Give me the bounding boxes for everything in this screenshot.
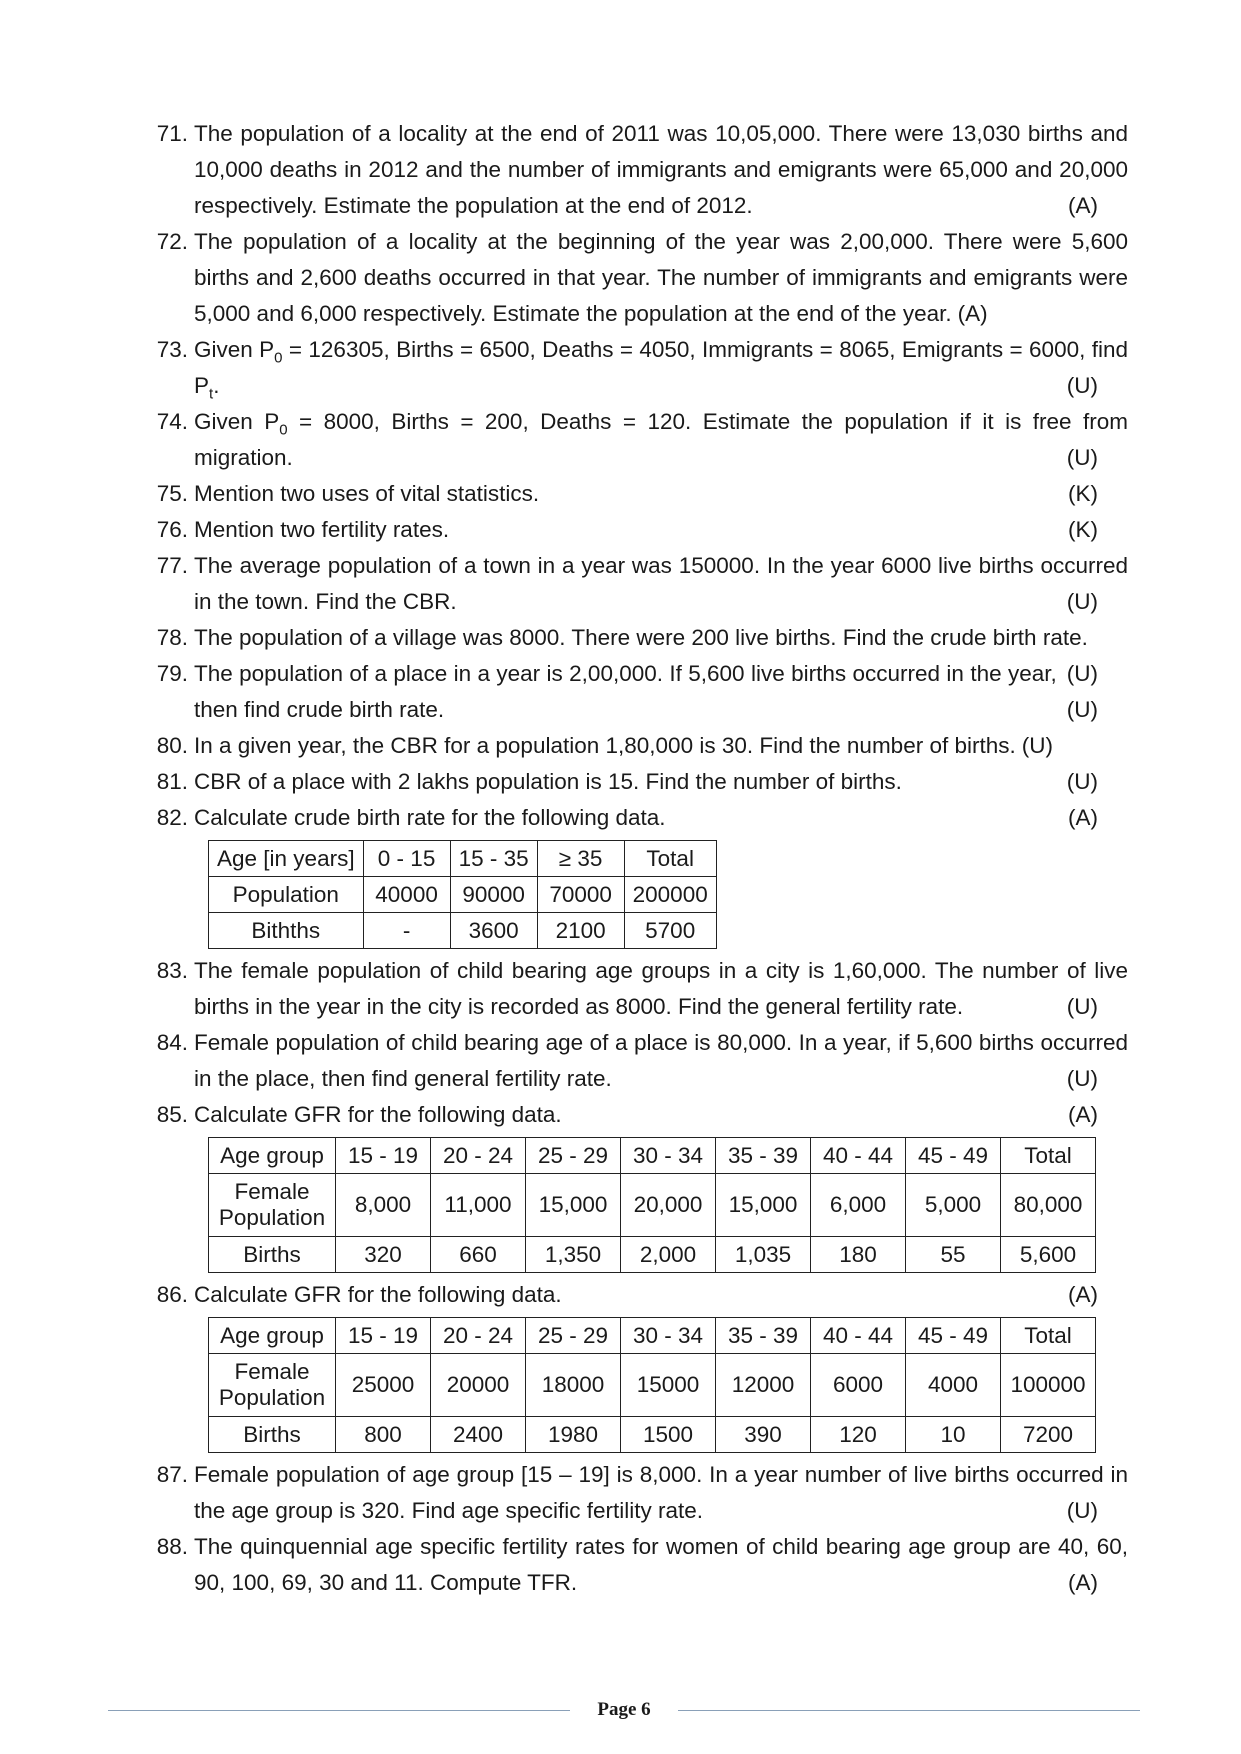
question-87 <box>148 1457 1128 1529</box>
table-cell: 12000 <box>716 1354 811 1417</box>
table-cell: 40 - 44 <box>811 1318 906 1354</box>
cell-line: Female <box>234 1359 310 1384</box>
table-cell: 20 - 24 <box>431 1318 526 1354</box>
question-85 <box>148 1097 1128 1273</box>
table-cell: Births <box>209 1417 336 1453</box>
question-tag: (U) <box>1066 769 1098 794</box>
question-tag: (A) <box>1068 1102 1098 1127</box>
table-cell: Bithths <box>209 913 364 949</box>
question-tag: (U) <box>1021 733 1053 758</box>
table-cell: Age group <box>209 1138 336 1174</box>
table-cell: 55 <box>906 1237 1001 1273</box>
table-row <box>209 913 717 949</box>
table-cell: 15 - 35 <box>450 841 537 877</box>
question-73 <box>148 332 1128 404</box>
table-cell: 1,350 <box>526 1237 621 1273</box>
table-cell: 320 <box>336 1237 431 1273</box>
table-cell: 45 - 49 <box>906 1318 1001 1354</box>
question-text: The population of a locality at the end of 2011 was 10,05,000. There were 13,030 births and 10,000 deaths in 2012 and the number of immigrants and emigrants were 65,000 and 20,000 respectively. Estimate the population at the end of 2012. <box>194 121 1128 218</box>
subscript: 0 <box>274 349 283 367</box>
question-text: Calculate crude birth rate for the following data. <box>194 805 666 830</box>
question-text: In a given year, the CBR for a population 1,80,000 is 30. Find the number of births. <box>194 733 1016 758</box>
question-number: 71. <box>156 121 188 146</box>
question-number: 80. <box>156 733 188 758</box>
question-number: 84. <box>156 1030 188 1055</box>
question-tag: (U) <box>1066 661 1098 686</box>
question-text-b: = 8000, Births = 200, Deaths = 120. Estimate the population if it is free from migration. <box>194 409 1128 470</box>
question-82 <box>148 800 1128 949</box>
question-81 <box>148 764 1128 800</box>
page-footer <box>108 1698 1140 1722</box>
table-cell: Age group <box>209 1318 336 1354</box>
table-86 <box>208 1317 1096 1453</box>
table-cell: 1500 <box>621 1417 716 1453</box>
table-82 <box>208 840 717 949</box>
table-cell: 1980 <box>526 1417 621 1453</box>
table-cell: 200000 <box>624 877 716 913</box>
question-text-c: . <box>213 373 220 398</box>
question-text: CBR of a place with 2 lakhs population is 15. Find the number of births. <box>194 769 902 794</box>
table-header-row <box>209 1138 1096 1174</box>
question-83 <box>148 953 1128 1025</box>
question-number: 79. <box>156 661 188 686</box>
table-cell: 11,000 <box>431 1174 526 1237</box>
table-cell: Births <box>209 1237 336 1273</box>
question-number: 77. <box>156 553 188 578</box>
table-cell: 390 <box>716 1417 811 1453</box>
question-77 <box>148 548 1128 620</box>
question-tag: (U) <box>1066 697 1098 722</box>
question-list <box>148 116 1128 1601</box>
table-cell: 35 - 39 <box>716 1318 811 1354</box>
table-row <box>209 1354 1096 1417</box>
table-cell: - <box>363 913 450 949</box>
question-text: Mention two fertility rates. <box>194 517 450 542</box>
question-tag: (U) <box>1066 445 1098 470</box>
table-cell: 100000 <box>1001 1354 1096 1417</box>
question-number: 87. <box>156 1462 188 1487</box>
table-cell: 35 - 39 <box>716 1138 811 1174</box>
question-tag: (U) <box>1066 1498 1098 1523</box>
question-80 <box>148 728 1128 764</box>
cell-line: Population <box>218 1385 326 1410</box>
table-cell: 1,035 <box>716 1237 811 1273</box>
question-text: Female population of age group [15 – 19] is 8,000. In a year number of live births occurred in the age group is 320. Find age specific fertility rate. <box>194 1462 1128 1523</box>
table-cell: Total <box>1001 1138 1096 1174</box>
question-tag: (K) <box>1068 517 1098 542</box>
subscript: t <box>209 385 214 403</box>
question-text: The quinquennial age specific fertility rates for women of child bearing age group are 40, 60, 90, 100, 69, 30 and 11. Compute TFR. <box>194 1534 1128 1595</box>
table-cell: 2100 <box>537 913 624 949</box>
question-text-a: Given P <box>194 337 275 362</box>
table-cell: 180 <box>811 1237 906 1273</box>
table-cell: 120 <box>811 1417 906 1453</box>
table-cell: 6000 <box>811 1354 906 1417</box>
question-text: Calculate GFR for the following data. <box>194 1102 562 1127</box>
question-84 <box>148 1025 1128 1097</box>
question-tag: (A) <box>957 301 988 326</box>
table-cell: 80,000 <box>1001 1174 1096 1237</box>
table-cell: 15 - 19 <box>336 1138 431 1174</box>
table-cell: 7200 <box>1001 1417 1096 1453</box>
table-cell: 0 - 15 <box>363 841 450 877</box>
table-cell: 2,000 <box>621 1237 716 1273</box>
table-cell: 5700 <box>624 913 716 949</box>
question-75 <box>148 476 1128 512</box>
question-text-b: = 126305, Births = 6500, Deaths = 4050, Immigrants = 8065, Emigrants = 6000, find P <box>194 337 1128 398</box>
question-text: The population of a locality at the beginning of the year was 2,00,000. There were 5,600 births and 2,600 deaths occurred in that year. The number of immigrants and emigrants were 5,000 and 6,000 respectively. Estimate the population at the end of the year. <box>194 229 1128 326</box>
table-cell: Total <box>624 841 716 877</box>
table-cell: 5,000 <box>906 1174 1001 1237</box>
question-tag: (A) <box>1068 1282 1098 1307</box>
question-number: 88. <box>156 1534 188 1559</box>
question-number: 74. <box>156 409 188 434</box>
question-number: 85. <box>156 1102 188 1127</box>
question-number: 81. <box>156 769 188 794</box>
footer-divider-right <box>678 1710 1140 1711</box>
question-number: 86. <box>156 1282 188 1307</box>
question-tag: (A) <box>1068 193 1098 218</box>
question-88 <box>148 1529 1128 1601</box>
table-cell: 30 - 34 <box>621 1318 716 1354</box>
table-cell: 15,000 <box>526 1174 621 1237</box>
question-76 <box>148 512 1128 548</box>
question-tag: (U) <box>1066 373 1098 398</box>
table-cell: 10 <box>906 1417 1001 1453</box>
table-cell: Age [in years] <box>209 841 364 877</box>
table-cell: 660 <box>431 1237 526 1273</box>
question-72 <box>148 224 1128 332</box>
page-number: Page 6 <box>597 1699 651 1720</box>
subscript: 0 <box>279 421 288 439</box>
question-number: 83. <box>156 958 188 983</box>
question-tag: (A) <box>1068 805 1098 830</box>
question-text: Female population of child bearing age of a place is 80,000. In a year, if 5,600 births occurred in the place, then find general fertility rate. <box>194 1030 1128 1091</box>
question-number: 75. <box>156 481 188 506</box>
table-cell: 40 - 44 <box>811 1138 906 1174</box>
table-cell: Total <box>1001 1318 1096 1354</box>
table-header-row <box>209 1318 1096 1354</box>
table-cell <box>209 1174 336 1237</box>
table-cell: 40000 <box>363 877 450 913</box>
table-cell: 20 - 24 <box>431 1138 526 1174</box>
question-text: Calculate GFR for the following data. <box>194 1282 562 1307</box>
question-number: 82. <box>156 805 188 830</box>
table-cell: 90000 <box>450 877 537 913</box>
table-row <box>209 1417 1096 1453</box>
table-cell: 15,000 <box>716 1174 811 1237</box>
table-cell: 20,000 <box>621 1174 716 1237</box>
table-cell: 8,000 <box>336 1174 431 1237</box>
table-header-row <box>209 841 717 877</box>
question-tag: (U) <box>1066 1066 1098 1091</box>
table-85 <box>208 1137 1096 1273</box>
question-number: 78. <box>156 625 188 650</box>
table-cell: 25 - 29 <box>526 1138 621 1174</box>
cell-line: Female <box>234 1179 310 1204</box>
table-cell: 25000 <box>336 1354 431 1417</box>
table-cell: 800 <box>336 1417 431 1453</box>
question-number: 73. <box>156 337 188 362</box>
table-cell: ≥ 35 <box>537 841 624 877</box>
question-number: 72. <box>156 229 188 254</box>
question-71 <box>148 116 1128 224</box>
question-text: The female population of child bearing age groups in a city is 1,60,000. The number of live births in the year in the city is recorded as 8000. Find the general fertility rate. <box>194 958 1128 1019</box>
question-text-a: Given P <box>194 409 280 434</box>
question-tag: (K) <box>1068 481 1098 506</box>
table-cell: 20000 <box>431 1354 526 1417</box>
question-number: 76. <box>156 517 188 542</box>
question-text: The population of a village was 8000. There were 200 live births. Find the crude birth rate. <box>194 625 1088 650</box>
question-tag: (U) <box>1066 994 1098 1019</box>
table-cell: 2400 <box>431 1417 526 1453</box>
question-text: The population of a place in a year is 2,00,000. If 5,600 live births occurred in the year, then find crude birth rate. <box>194 661 1057 722</box>
question-79 <box>148 656 1128 728</box>
question-text: The average population of a town in a year was 150000. In the year 6000 live births occurred in the town. Find the CBR. <box>194 553 1128 614</box>
table-cell: 6,000 <box>811 1174 906 1237</box>
table-row <box>209 1237 1096 1273</box>
question-tag: (A) <box>1068 1570 1098 1595</box>
table-cell: 70000 <box>537 877 624 913</box>
table-cell: 25 - 29 <box>526 1318 621 1354</box>
table-cell: 18000 <box>526 1354 621 1417</box>
table-cell: 30 - 34 <box>621 1138 716 1174</box>
table-row <box>209 1174 1096 1237</box>
table-cell <box>209 1354 336 1417</box>
table-cell: 15000 <box>621 1354 716 1417</box>
table-cell: 3600 <box>450 913 537 949</box>
table-row <box>209 877 717 913</box>
question-86 <box>148 1277 1128 1453</box>
table-cell: 5,600 <box>1001 1237 1096 1273</box>
table-cell: 45 - 49 <box>906 1138 1001 1174</box>
table-cell: 15 - 19 <box>336 1318 431 1354</box>
question-tag: (U) <box>1066 589 1098 614</box>
question-text: Mention two uses of vital statistics. <box>194 481 540 506</box>
question-74 <box>148 404 1128 476</box>
table-cell: 4000 <box>906 1354 1001 1417</box>
cell-line: Population <box>218 1205 326 1230</box>
table-cell: Population <box>209 877 364 913</box>
